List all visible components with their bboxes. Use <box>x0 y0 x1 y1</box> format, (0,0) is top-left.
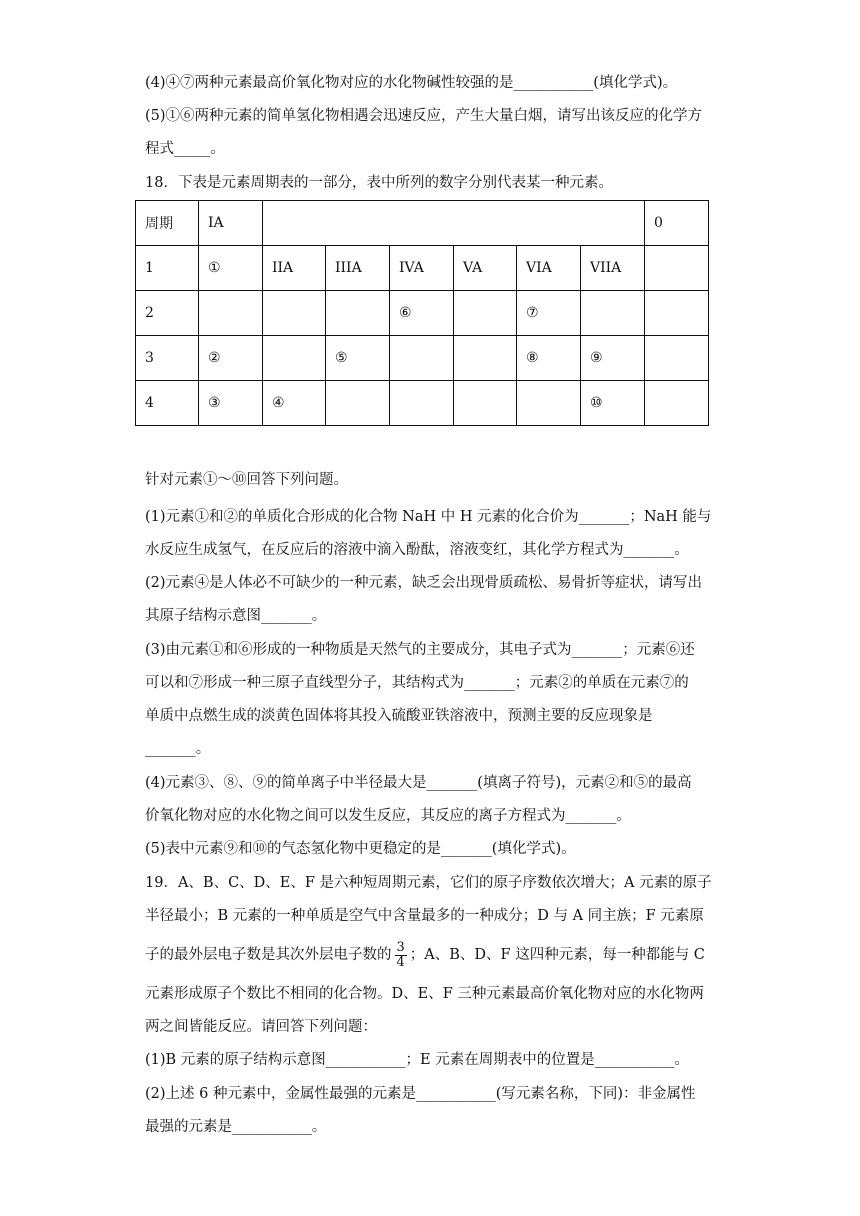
table-row <box>136 381 709 426</box>
table-cell <box>454 291 517 336</box>
question-17-part5: (5)①⑥两种元素的简单氢化物相遇会迅速反应，产生大量白烟，请写出该反应的化学方 <box>145 108 703 124</box>
question-19-fraction-line <box>145 940 705 970</box>
table-cell: IVA <box>390 246 454 291</box>
table-header-row <box>136 201 709 246</box>
table-cell: IIIA <box>326 246 390 291</box>
table-cell <box>581 291 645 336</box>
table-cell <box>326 381 390 426</box>
table-cell: 2 <box>136 291 199 336</box>
question-18-part4-cont: 价氧化物对应的水化物之间可以发生反应，其反应的离子方程式为_______。 <box>145 808 631 824</box>
table-cell: ⑤ <box>326 336 390 381</box>
table-cell <box>454 381 517 426</box>
table-row <box>136 291 709 336</box>
fraction-denominator: 4 <box>396 954 405 970</box>
question-19-text-cont2: 两之间皆能反应。请回答下列问题： <box>145 1019 377 1035</box>
table-cell: VIIA <box>581 246 645 291</box>
table-cell: ③ <box>199 381 263 426</box>
table-cell: ⑧ <box>517 336 581 381</box>
question-19-text-cont: 元素形成原子个数比不相同的化合物。D、E、F 三种元素最高价氧化物对应的水化物两 <box>145 986 704 1002</box>
question-18-part1: (1)元素①和②的单质化合形成的化合物 NaH 中 H 元素的化合价为_______；NaH 能与 <box>145 509 712 525</box>
table-cell-blank <box>263 201 645 246</box>
table-cell <box>390 336 454 381</box>
table-cell <box>454 336 517 381</box>
table-row <box>136 246 709 291</box>
question-18-part3: (3)由元素①和⑥形成的一种物质是天然气的主要成分，其电子式为_______；元素⑥还 <box>145 642 695 658</box>
question-18-intro: 针对元素①～⑩回答下列问题。 <box>145 472 348 488</box>
question-18-part3-cont3: _______。 <box>145 741 211 757</box>
table-cell: 3 <box>136 336 199 381</box>
table-cell: ⑦ <box>517 291 581 336</box>
question-18-part5: (5)表中元素⑨和⑩的气态氢化物中更稳定的是_______(填化学式)。 <box>145 841 576 857</box>
table-cell <box>326 291 390 336</box>
table-cell: 周期 <box>136 201 199 246</box>
table-cell <box>517 381 581 426</box>
table-cell: ⑥ <box>390 291 454 336</box>
table-cell <box>645 381 709 426</box>
table-cell: ① <box>199 246 263 291</box>
question-19-part2: (2)上述 6 种元素中，金属性最强的元素是___________(写元素名称，下同)：非金属性 <box>145 1086 696 1102</box>
table-cell <box>263 336 326 381</box>
table-cell <box>645 291 709 336</box>
table-cell <box>390 381 454 426</box>
table-cell: 1 <box>136 246 199 291</box>
table-cell <box>645 336 709 381</box>
table-cell <box>199 291 263 336</box>
question-18-part3-cont: 可以和⑦形成一种三原子直线型分子，其结构式为_______；元素②的单质在元素⑦的 <box>145 675 689 691</box>
table-cell: 0 <box>645 201 709 246</box>
table-cell: ④ <box>263 381 326 426</box>
question-18-part4: (4)元素③、⑧、⑨的简单离子中半径最大是_______(填离子符号)，元素②和⑤的最高 <box>145 775 692 791</box>
question-18-title: 18．下表是元素周期表的一部分，表中所列的数字分别代表某一种元素。 <box>145 175 613 191</box>
table-cell <box>645 246 709 291</box>
table-cell: ② <box>199 336 263 381</box>
fraction-line-before: 子的最外层电子数是其次外层电子数的 <box>145 947 392 963</box>
fraction-line-after: ；A、B、D、F 这四种元素，每一种都能与 C <box>409 947 705 963</box>
table-row <box>136 336 709 381</box>
question-17-part5-cont: 程式_____。 <box>145 141 225 157</box>
table-cell: ⑩ <box>581 381 645 426</box>
table-cell: IIA <box>263 246 326 291</box>
question-19-text: 半径最小；B 元素的一种单质是空气中含量最多的一种成分；D 与 A 同主族；F 元素原 <box>145 908 704 924</box>
question-19-title: 19．A、B、C、D、E、F 是六种短周期元素，它们的原子序数依次增大；A 元素的原子 <box>145 875 712 891</box>
table-cell: VIA <box>517 246 581 291</box>
table-cell: IA <box>199 201 263 246</box>
question-19-part1: (1)B 元素的原子结构示意图___________；E 元素在周期表中的位置是___________。 <box>145 1052 689 1068</box>
question-18-part3-cont2: 单质中点燃生成的淡黄色固体将其投入硫酸亚铁溶液中，预测主要的反应现象是 <box>145 708 653 724</box>
table-cell: 4 <box>136 381 199 426</box>
periodic-table <box>135 200 709 426</box>
table-cell: VA <box>454 246 517 291</box>
table-cell <box>263 291 326 336</box>
table-cell: ⑨ <box>581 336 645 381</box>
question-18-part2: (2)元素④是人体必不可缺少的一种元素，缺乏会出现骨质疏松、易骨折等症状，请写出 <box>145 575 703 591</box>
question-19-part2-cont: 最强的元素是___________。 <box>145 1119 327 1135</box>
fraction-three-quarters <box>395 941 407 970</box>
question-17-part4: (4)④⑦两种元素最高价氧化物对应的水化物碱性较强的是___________(填化学式)。 <box>145 75 678 91</box>
question-18-part2-cont: 其原子结构示意图_______。 <box>145 608 327 624</box>
question-18-part1-cont: 水反应生成氢气，在反应后的溶液中滴入酚酞，溶液变红，其化学方程式为_______。 <box>145 542 689 558</box>
fraction-numerator: 3 <box>396 939 405 955</box>
